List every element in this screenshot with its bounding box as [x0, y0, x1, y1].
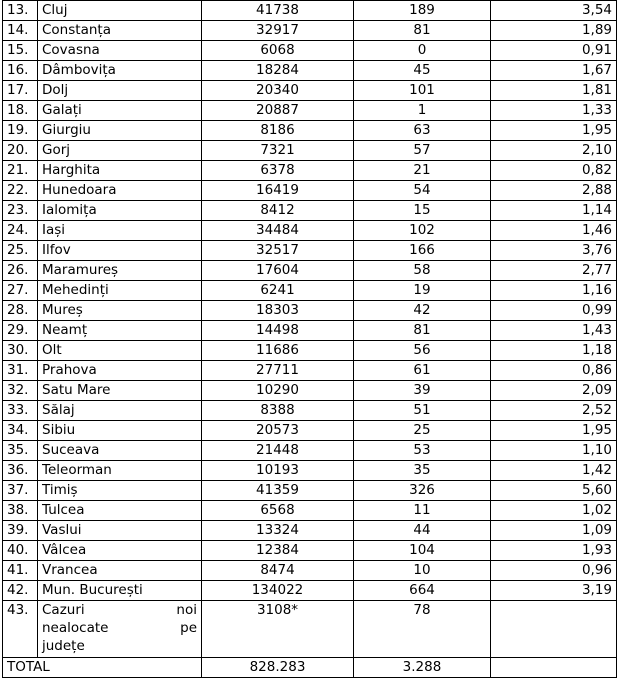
incidence-rate-cell: 3,19: [491, 581, 617, 601]
unallocated-label-line-1: Cazuri noi: [42, 602, 197, 618]
county-name: Maramureș: [38, 261, 202, 281]
incidence-rate-cell: 1,18: [491, 341, 617, 361]
row-number: 34.: [3, 421, 38, 441]
total-cases-cell: 32917: [202, 21, 354, 41]
county-name: Vaslui: [38, 521, 202, 541]
row-number: 36.: [3, 461, 38, 481]
total-cases-cell: 6241: [202, 281, 354, 301]
new-cases-cell: 10: [354, 561, 491, 581]
row-number: 25.: [3, 241, 38, 261]
unallocated-new-cases: 78: [354, 601, 491, 658]
new-cases-cell: 104: [354, 541, 491, 561]
table-row: [3, 21, 617, 41]
new-cases-cell: 45: [354, 61, 491, 81]
total-cases-cell: 16419: [202, 181, 354, 201]
total-cases-cell: 8412: [202, 201, 354, 221]
new-cases-cell: 54: [354, 181, 491, 201]
new-cases-cell: 21: [354, 161, 491, 181]
new-cases-cell: 61: [354, 361, 491, 381]
new-cases-cell: 15: [354, 201, 491, 221]
new-cases-cell: 19: [354, 281, 491, 301]
incidence-rate-cell: 1,43: [491, 321, 617, 341]
table-row: [3, 281, 617, 301]
table-row: [3, 101, 617, 121]
table-row: [3, 141, 617, 161]
table-row: [3, 421, 617, 441]
table-row: [3, 441, 617, 461]
incidence-rate-cell: 0,91: [491, 41, 617, 61]
row-number: 27.: [3, 281, 38, 301]
total-cases-cell: 8388: [202, 401, 354, 421]
total-cases-cell: 6378: [202, 161, 354, 181]
table-row: [3, 321, 617, 341]
table-row: [3, 521, 617, 541]
county-name: Vrancea: [38, 561, 202, 581]
total-cases-cell: 14498: [202, 321, 354, 341]
row-number: 35.: [3, 441, 38, 461]
county-name: Giurgiu: [38, 121, 202, 141]
total-cases-cell: 41738: [202, 1, 354, 21]
total-cases-cell: 12384: [202, 541, 354, 561]
total-cases-cell: 32517: [202, 241, 354, 261]
new-cases-cell: 56: [354, 341, 491, 361]
row-number: 32.: [3, 381, 38, 401]
incidence-rate-cell: 1,14: [491, 201, 617, 221]
row-number: 19.: [3, 121, 38, 141]
row-number: 33.: [3, 401, 38, 421]
incidence-rate-cell: 1,02: [491, 501, 617, 521]
row-number: 21.: [3, 161, 38, 181]
table-row: [3, 1, 617, 21]
row-number: 22.: [3, 181, 38, 201]
total-cases-cell: 20887: [202, 101, 354, 121]
incidence-rate-cell: 1,33: [491, 101, 617, 121]
incidence-rate-cell: 1,93: [491, 541, 617, 561]
row-number: 23.: [3, 201, 38, 221]
total-cases-cell: 20340: [202, 81, 354, 101]
total-cases-cell: 27711: [202, 361, 354, 381]
row-number: 40.: [3, 541, 38, 561]
row-label-unallocated: [38, 601, 202, 658]
county-name: Hunedoara: [38, 181, 202, 201]
table-row: [3, 481, 617, 501]
row-number: 31.: [3, 361, 38, 381]
new-cases-cell: 0: [354, 41, 491, 61]
county-name: Timiș: [38, 481, 202, 501]
county-name: Prahova: [38, 361, 202, 381]
county-name: Ilfov: [38, 241, 202, 261]
county-name: Cluj: [38, 1, 202, 21]
new-cases-cell: 35: [354, 461, 491, 481]
row-number: 17.: [3, 81, 38, 101]
county-name: Galați: [38, 101, 202, 121]
county-name: Dolj: [38, 81, 202, 101]
total-cases: 828.283: [202, 658, 354, 678]
county-name: Dâmbovița: [38, 61, 202, 81]
new-cases-cell: 11: [354, 501, 491, 521]
incidence-rate-cell: 1,95: [491, 121, 617, 141]
row-number: 42.: [3, 581, 38, 601]
county-name: Mun. București: [38, 581, 202, 601]
county-name: Suceava: [38, 441, 202, 461]
row-number: 43.: [3, 601, 38, 658]
table-row: [3, 301, 617, 321]
table-row: [3, 361, 617, 381]
county-name: Gorj: [38, 141, 202, 161]
incidence-rate-cell: 3,54: [491, 1, 617, 21]
county-name: Neamț: [38, 321, 202, 341]
incidence-rate-cell: 3,76: [491, 241, 617, 261]
table-row: [3, 401, 617, 421]
incidence-rate-cell: 1,67: [491, 61, 617, 81]
incidence-rate-cell: 2,09: [491, 381, 617, 401]
new-cases-cell: 101: [354, 81, 491, 101]
table-row: [3, 61, 617, 81]
table-row: [3, 501, 617, 521]
table-row: [3, 41, 617, 61]
total-cases-cell: 17604: [202, 261, 354, 281]
total-cases-cell: 18303: [202, 301, 354, 321]
new-cases-cell: 102: [354, 221, 491, 241]
total-cases-cell: 18284: [202, 61, 354, 81]
total-cases-cell: 41359: [202, 481, 354, 501]
total-cases-cell: 6068: [202, 41, 354, 61]
incidence-rate-cell: 1,89: [491, 21, 617, 41]
table-row: [3, 181, 617, 201]
row-number: 41.: [3, 561, 38, 581]
row-number: 15.: [3, 41, 38, 61]
row-number: 26.: [3, 261, 38, 281]
new-cases-cell: 166: [354, 241, 491, 261]
county-name: Satu Mare: [38, 381, 202, 401]
county-name: Teleorman: [38, 461, 202, 481]
new-cases-cell: 42: [354, 301, 491, 321]
county-name: Mehedinți: [38, 281, 202, 301]
row-number: 30.: [3, 341, 38, 361]
new-cases-cell: 39: [354, 381, 491, 401]
incidence-rate-cell: 2,77: [491, 261, 617, 281]
table-row: [3, 381, 617, 401]
incidence-rate-cell: 1,81: [491, 81, 617, 101]
county-name: Mureș: [38, 301, 202, 321]
county-name: Ialomița: [38, 201, 202, 221]
table-row-total: [3, 658, 617, 678]
table-row: [3, 561, 617, 581]
total-cases-cell: 6568: [202, 501, 354, 521]
total-cases-cell: 8474: [202, 561, 354, 581]
table-row: [3, 241, 617, 261]
county-name: Harghita: [38, 161, 202, 181]
table-row: [3, 541, 617, 561]
row-number: 16.: [3, 61, 38, 81]
new-cases-cell: 53: [354, 441, 491, 461]
county-name: Olt: [38, 341, 202, 361]
new-cases-cell: 25: [354, 421, 491, 441]
new-cases-cell: 57: [354, 141, 491, 161]
incidence-rate-cell: 2,88: [491, 181, 617, 201]
table-row: [3, 461, 617, 481]
new-cases-cell: 58: [354, 261, 491, 281]
unallocated-rate: [491, 601, 617, 658]
county-name: Tulcea: [38, 501, 202, 521]
table-row: [3, 261, 617, 281]
row-number: 24.: [3, 221, 38, 241]
total-new-cases: 3.288: [354, 658, 491, 678]
county-cases-table: [2, 0, 617, 678]
row-number: 38.: [3, 501, 38, 521]
new-cases-cell: 63: [354, 121, 491, 141]
incidence-rate-cell: 2,52: [491, 401, 617, 421]
incidence-rate-cell: 1,09: [491, 521, 617, 541]
incidence-rate-cell: 0,96: [491, 561, 617, 581]
total-cases-cell: 11686: [202, 341, 354, 361]
total-cases-cell: 10193: [202, 461, 354, 481]
total-cases-cell: 134022: [202, 581, 354, 601]
row-number: 39.: [3, 521, 38, 541]
row-number: 14.: [3, 21, 38, 41]
table-body: [3, 1, 617, 601]
county-name: Vâlcea: [38, 541, 202, 561]
row-number: 28.: [3, 301, 38, 321]
total-rate: [491, 658, 617, 678]
total-cases-cell: 21448: [202, 441, 354, 461]
new-cases-cell: 1: [354, 101, 491, 121]
table-row-unallocated: [3, 601, 617, 658]
total-cases-cell: 8186: [202, 121, 354, 141]
county-name: Iași: [38, 221, 202, 241]
total-cases-cell: 20573: [202, 421, 354, 441]
new-cases-cell: 44: [354, 521, 491, 541]
new-cases-cell: 81: [354, 321, 491, 341]
table-footer-body: [3, 601, 617, 678]
table-row: [3, 161, 617, 181]
incidence-rate-cell: 1,10: [491, 441, 617, 461]
new-cases-cell: 664: [354, 581, 491, 601]
total-cases-cell: 34484: [202, 221, 354, 241]
total-cases-cell: 10290: [202, 381, 354, 401]
county-name: Constanța: [38, 21, 202, 41]
incidence-rate-cell: 0,82: [491, 161, 617, 181]
unallocated-label-line-2: nealocate pe: [42, 620, 197, 636]
row-number: 29.: [3, 321, 38, 341]
row-number: 20.: [3, 141, 38, 161]
unallocated-cases: 3108*: [202, 601, 354, 658]
table-row: [3, 121, 617, 141]
incidence-rate-cell: 5,60: [491, 481, 617, 501]
new-cases-cell: 326: [354, 481, 491, 501]
incidence-rate-cell: 1,46: [491, 221, 617, 241]
new-cases-cell: 51: [354, 401, 491, 421]
incidence-rate-cell: 2,10: [491, 141, 617, 161]
total-cases-cell: 13324: [202, 521, 354, 541]
county-name: Sălaj: [38, 401, 202, 421]
total-cases-cell: 7321: [202, 141, 354, 161]
new-cases-cell: 81: [354, 21, 491, 41]
row-number: 37.: [3, 481, 38, 501]
row-number: 13.: [3, 1, 38, 21]
county-name: Sibiu: [38, 421, 202, 441]
row-number: 18.: [3, 101, 38, 121]
table-row: [3, 341, 617, 361]
incidence-rate-cell: 0,86: [491, 361, 617, 381]
total-label: TOTAL: [3, 658, 202, 678]
incidence-rate-cell: 1,95: [491, 421, 617, 441]
table-row: [3, 581, 617, 601]
table-row: [3, 221, 617, 241]
new-cases-cell: 189: [354, 1, 491, 21]
table-row: [3, 201, 617, 221]
incidence-rate-cell: 1,42: [491, 461, 617, 481]
county-name: Covasna: [38, 41, 202, 61]
incidence-rate-cell: 1,16: [491, 281, 617, 301]
incidence-rate-cell: 0,99: [491, 301, 617, 321]
table-row: [3, 81, 617, 101]
unallocated-label-line-3: județe: [42, 638, 85, 654]
